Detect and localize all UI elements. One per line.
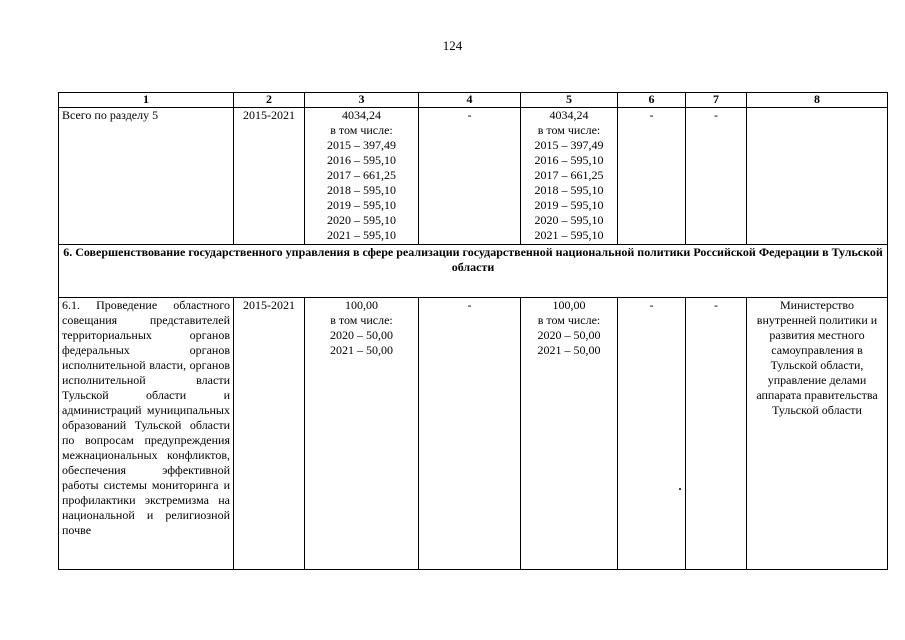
activity-description: 6.1. Проведение областного совещания представителей территориальных органов федеральных органов исполнительной власти, органов исполнительной власти Тульской области и администраций муниципальных образований Тульской области по вопросам предупреждения межнациональных конфликтов, обеспечения эффективной работы системы мониторинга и профилактики экстремизма на национальной и религиозной почве xyxy=(59,298,234,570)
column-header: 4 xyxy=(419,93,521,108)
funding-total-cell xyxy=(305,298,419,570)
column-header: 5 xyxy=(521,93,618,108)
amount-line: 2018 – 595,10 xyxy=(327,183,396,197)
amount-line: 2020 – 595,10 xyxy=(534,213,604,227)
column-header: 3 xyxy=(305,93,419,108)
amount-line: 4034,24 xyxy=(549,108,589,122)
scan-speck xyxy=(679,488,681,490)
amount-line: 2016 – 595,10 xyxy=(327,153,396,167)
amount-line: 100,00 xyxy=(345,298,378,312)
col7-cell: - xyxy=(686,108,747,245)
amount-line: 2021 – 50,00 xyxy=(330,343,393,357)
period-cell: 2015-2021 xyxy=(234,298,305,570)
amount-line: 2019 – 595,10 xyxy=(327,198,396,212)
page-number: 124 xyxy=(442,38,463,53)
funding-regional-cell xyxy=(521,298,618,570)
amount-line: 2018 – 595,10 xyxy=(534,183,604,197)
responsible-executor: Министерство внутренней политики и развития местного самоуправления в Тульской области, управление делами аппарата правительства Тульской области xyxy=(747,298,888,570)
column-header: 6 xyxy=(618,93,686,108)
row-title: Всего по разделу 5 xyxy=(59,108,234,245)
table-row-section-total xyxy=(59,108,888,245)
amount-line: 2015 – 397,49 xyxy=(534,138,604,152)
amount-line: 2020 – 50,00 xyxy=(330,328,393,342)
amount-line: 2017 – 661,25 xyxy=(327,168,396,182)
column-header: 7 xyxy=(686,93,747,108)
amount-line: 4034,24 xyxy=(342,108,381,122)
amount-line: 2021 – 595,10 xyxy=(327,228,396,242)
col7-cell: - xyxy=(686,298,747,570)
col4-cell: - xyxy=(419,108,521,245)
amount-line: в том числе: xyxy=(537,313,601,327)
program-table xyxy=(58,92,888,570)
amount-line: 2021 – 50,00 xyxy=(537,343,601,357)
table-row-item-6-1 xyxy=(59,298,888,570)
amount-line: в том числе: xyxy=(330,313,393,327)
amount-line: 2016 – 595,10 xyxy=(534,153,604,167)
amount-line: 2017 – 661,25 xyxy=(534,168,604,182)
amount-line: 100,00 xyxy=(552,298,586,312)
col4-cell: - xyxy=(419,298,521,570)
period-cell: 2015-2021 xyxy=(234,108,305,245)
column-header: 1 xyxy=(59,93,234,108)
funding-regional-cell xyxy=(521,108,618,245)
amount-line: 2020 – 50,00 xyxy=(537,328,601,342)
amount-line: в том числе: xyxy=(330,123,393,137)
amount-line: 2019 – 595,10 xyxy=(534,198,604,212)
column-header: 8 xyxy=(747,93,888,108)
amount-line: 2015 – 397,49 xyxy=(327,138,396,152)
amount-line: 2020 – 595,10 xyxy=(327,213,396,227)
section-heading: 6. Совершенствование государственного управления в сфере реализации государственной национальной политики Российской Федерации в Тульской области xyxy=(59,245,888,298)
responsible-cell xyxy=(747,108,888,245)
funding-total-cell xyxy=(305,108,419,245)
col6-cell: - xyxy=(618,108,686,245)
section-heading-row xyxy=(59,245,888,298)
amount-line: в том числе: xyxy=(537,123,601,137)
amount-line: 2021 – 595,10 xyxy=(534,228,604,242)
col6-cell: - xyxy=(618,298,686,570)
column-number-row xyxy=(59,93,888,108)
column-header: 2 xyxy=(234,93,305,108)
